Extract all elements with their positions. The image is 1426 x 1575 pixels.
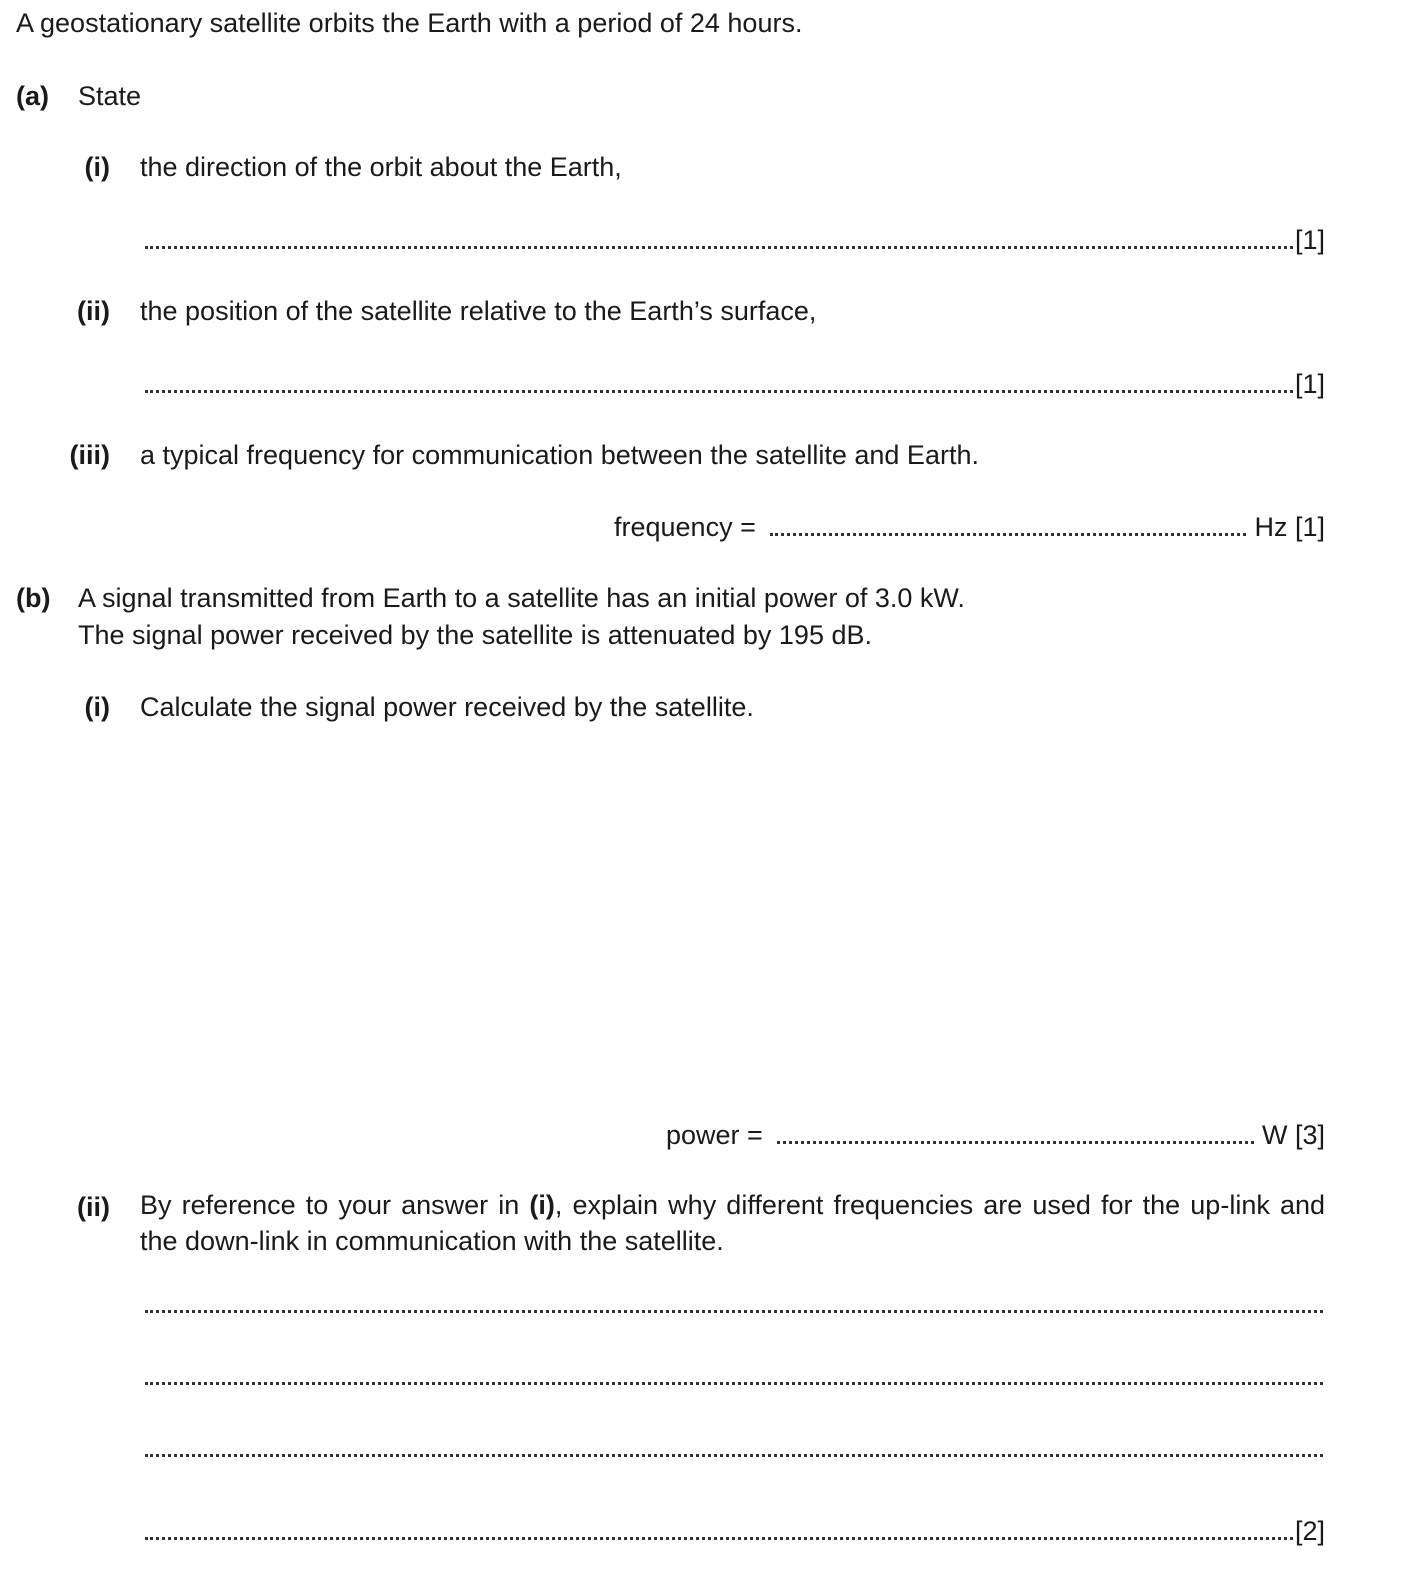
working-space[interactable] — [140, 740, 1325, 1110]
answer-line-b-ii-4[interactable] — [145, 1518, 1325, 1545]
part-a-stem: State — [78, 81, 142, 111]
item-a-i-number: (i) — [84, 152, 110, 182]
item-a-ii-number: (ii) — [77, 296, 110, 326]
question-intro: A geostationary satellite orbits the Earth with a period of 24 hours. — [16, 8, 803, 38]
item-b-i-number: (i) — [84, 692, 110, 722]
item-b-ii-text — [140, 1188, 1325, 1260]
item-a-iii-number: (iii) — [69, 440, 110, 470]
dotted-line — [145, 1382, 1323, 1385]
power-label: power = — [666, 1120, 763, 1150]
answer-line-b-ii-3[interactable] — [145, 1454, 1323, 1462]
item-b-i-text: Calculate the signal power received by the satellite. — [140, 692, 754, 722]
frequency-unit-marks: Hz [1] — [1254, 512, 1325, 542]
part-b-label: (b) — [16, 583, 51, 613]
marks-a-i: [1] — [1294, 225, 1325, 255]
frequency-answer-line[interactable] — [770, 533, 1247, 536]
item-a-ii-text: the position of the satellite relative to the Earth’s surface, — [140, 296, 817, 326]
item-b-ii-number: (ii) — [77, 1192, 110, 1222]
part-b-stem-line1: A signal transmitted from Earth to a satellite has an initial power of 3.0 kW. — [78, 583, 965, 613]
dotted-line — [145, 1310, 1323, 1313]
marks-a-ii: [1] — [1294, 369, 1325, 399]
item-b-ii-text-before: By reference to your answer in — [140, 1190, 530, 1220]
dotted-line — [145, 1537, 1293, 1540]
answer-line-a-i[interactable] — [145, 227, 1325, 254]
answer-line-b-ii-1[interactable] — [145, 1310, 1323, 1318]
item-a-i-text: the direction of the orbit about the Earth, — [140, 152, 622, 182]
power-answer-line[interactable] — [777, 1141, 1254, 1144]
frequency-label: frequency = — [614, 512, 756, 542]
power-answer-row — [666, 1122, 1325, 1149]
item-b-ii-reference: (i) — [529, 1190, 555, 1220]
item-a-iii-text: a typical frequency for communication between the satellite and Earth. — [140, 440, 979, 470]
power-unit-marks: W [3] — [1261, 1120, 1325, 1150]
marks-b-ii: [2] — [1294, 1516, 1325, 1546]
part-b-stem-line2: The signal power received by the satellite is attenuated by 195 dB. — [78, 620, 872, 650]
dotted-line — [145, 1454, 1323, 1457]
answer-line-a-ii[interactable] — [145, 371, 1325, 398]
frequency-answer-row — [614, 514, 1325, 541]
answer-line-b-ii-2[interactable] — [145, 1382, 1323, 1390]
part-a-label: (a) — [16, 81, 49, 111]
item-b-ii-text-after: , explain why different frequencies are used for the up-link and the down-link in communication with the satellite. — [140, 1190, 1325, 1256]
dotted-line — [145, 246, 1293, 249]
dotted-line — [145, 390, 1293, 393]
